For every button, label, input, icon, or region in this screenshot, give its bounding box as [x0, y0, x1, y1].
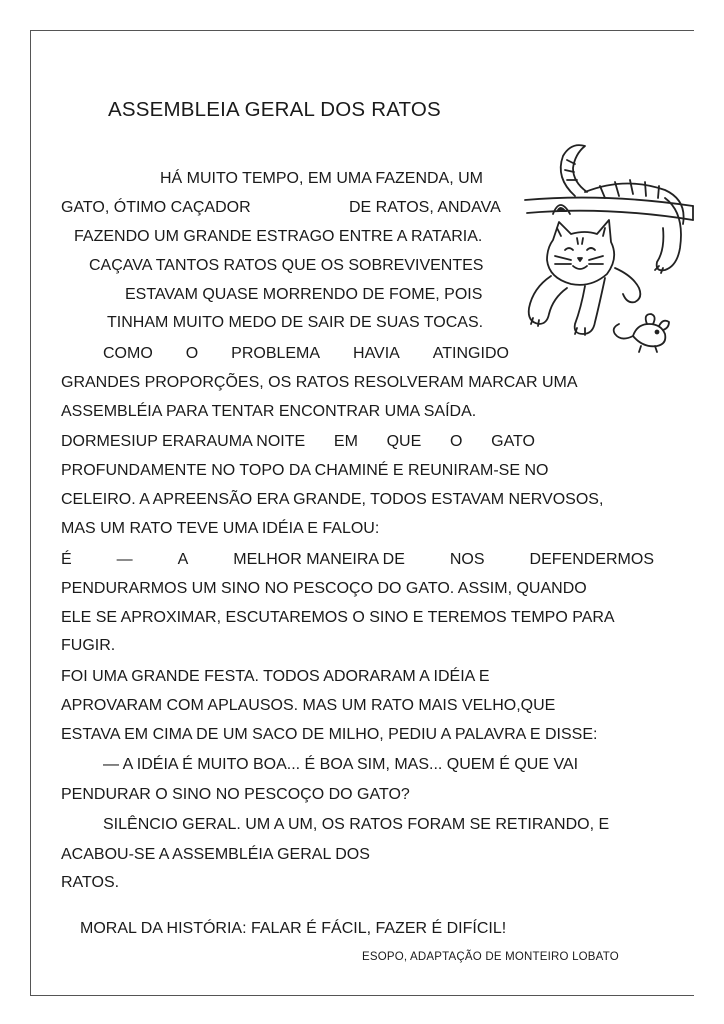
story-line: GRANDES PROPORÇÕES, OS RATOS RESOLVERAM MARCAR UMA [61, 374, 578, 391]
story-line: PENDURARMOS UM SINO NO PESCOÇO DO GATO. ASSIM, QUANDO [61, 580, 587, 597]
cat-body [585, 183, 684, 224]
word: DORMESIUP ERARAUMA NOITE [61, 433, 306, 450]
word: MELHOR MANEIRA DE [233, 551, 405, 568]
story-line: CAÇAVA TANTOS RATOS QUE OS SOBREVIVENTES [89, 257, 484, 274]
word: O [449, 433, 463, 450]
word: GATO [491, 433, 535, 450]
story-line: RATOS. [61, 874, 120, 891]
branch-line [527, 211, 693, 220]
story-line: ASSEMBLÉIA PARA TENTAR ENCONTRAR UMA SAÍDA. [61, 403, 477, 420]
cat-eye [565, 248, 573, 250]
cat-paw [575, 278, 605, 334]
word: HAVIA [353, 345, 400, 362]
story-line: ACABOU-SE A ASSEMBLÉIA GERAL DOS [61, 846, 370, 863]
word: — [116, 551, 133, 568]
story-line: DE RATOS, ANDAVA [349, 199, 501, 216]
story-line: SILÊNCIO GERAL. UM A UM, OS RATOS FORAM SE RETIRANDO, E [103, 816, 610, 833]
word: DEFENDERMOS [529, 551, 654, 568]
word: NOS [449, 551, 485, 568]
mouse-icon [633, 324, 665, 346]
story-line: PROFUNDAMENTE NO TOPO DA CHAMINÉ E REUNIRAM-SE NO [61, 462, 549, 479]
mouse-ear [646, 314, 655, 324]
mouse-tail [614, 324, 633, 339]
word: PROBLEMA [231, 345, 321, 362]
cat-and-mouse-illustration [515, 138, 695, 363]
story-line: — A IDÉIA É MUITO BOA... É BOA SIM, MAS... QUEM É QUE VAI [103, 756, 579, 773]
story-moral: MORAL DA HISTÓRIA: FALAR É FÁCIL, FAZER É DIFÍCIL! [80, 920, 507, 937]
story-line: CELEIRO. A APREENSÃO ERA GRANDE, TODOS ESTAVAM NERVOSOS, [61, 491, 604, 508]
story-line: TINHAM MUITO MEDO DE SAIR DE SUAS TOCAS. [107, 314, 484, 331]
word: O [185, 345, 199, 362]
story-line: ELE SE APROXIMAR, ESCUTAREMOS O SINO E TEREMOS TEMPO PARA [61, 609, 615, 626]
story-line: PENDURAR O SINO NO PESCOÇO DO GATO? [61, 786, 410, 803]
branch-line [525, 198, 693, 206]
story-line: MAS UM RATO TEVE UMA IDÉIA E FALOU: [61, 520, 380, 537]
page-border-left [30, 30, 31, 995]
story-line: FAZENDO UM GRANDE ESTRAGO ENTRE A RATARIA. [74, 228, 483, 245]
story-line: GATO, ÓTIMO CAÇADOR [61, 199, 251, 216]
word: ATINGIDO [432, 345, 509, 362]
word: É [61, 551, 72, 568]
story-line: FUGIR. [61, 637, 116, 654]
cat-leg [657, 198, 681, 270]
story-line: HÁ MUITO TEMPO, EM UMA FAZENDA, UM [160, 170, 483, 187]
word: EM [333, 433, 358, 450]
story-line: APROVARAM COM APLAUSOS. MAS UM RATO MAIS VELHO,QUE [61, 697, 556, 714]
word: QUE [386, 433, 422, 450]
page-border-top [30, 30, 694, 31]
story-line-justified [61, 432, 535, 452]
word: A [177, 551, 189, 568]
story-line-justified [103, 344, 509, 364]
story-line: FOI UMA GRANDE FESTA. TODOS ADORARAM A IDÉIA E [61, 668, 490, 685]
story-line-justified [61, 550, 654, 570]
story-credit: ESOPO, ADAPTAÇÃO DE MONTEIRO LOBATO [362, 951, 619, 963]
word: COMO [103, 345, 153, 362]
page-border-bottom [30, 995, 694, 996]
story-title: ASSEMBLEIA GERAL DOS RATOS [108, 98, 441, 121]
story-line: ESTAVA EM CIMA DE UM SACO DE MILHO, PEDIU A PALAVRA E DISSE: [61, 726, 598, 743]
cat-paw [529, 276, 567, 324]
cat-eye [587, 248, 595, 250]
story-line: ESTAVAM QUASE MORRENDO DE FOME, POIS [125, 286, 483, 303]
